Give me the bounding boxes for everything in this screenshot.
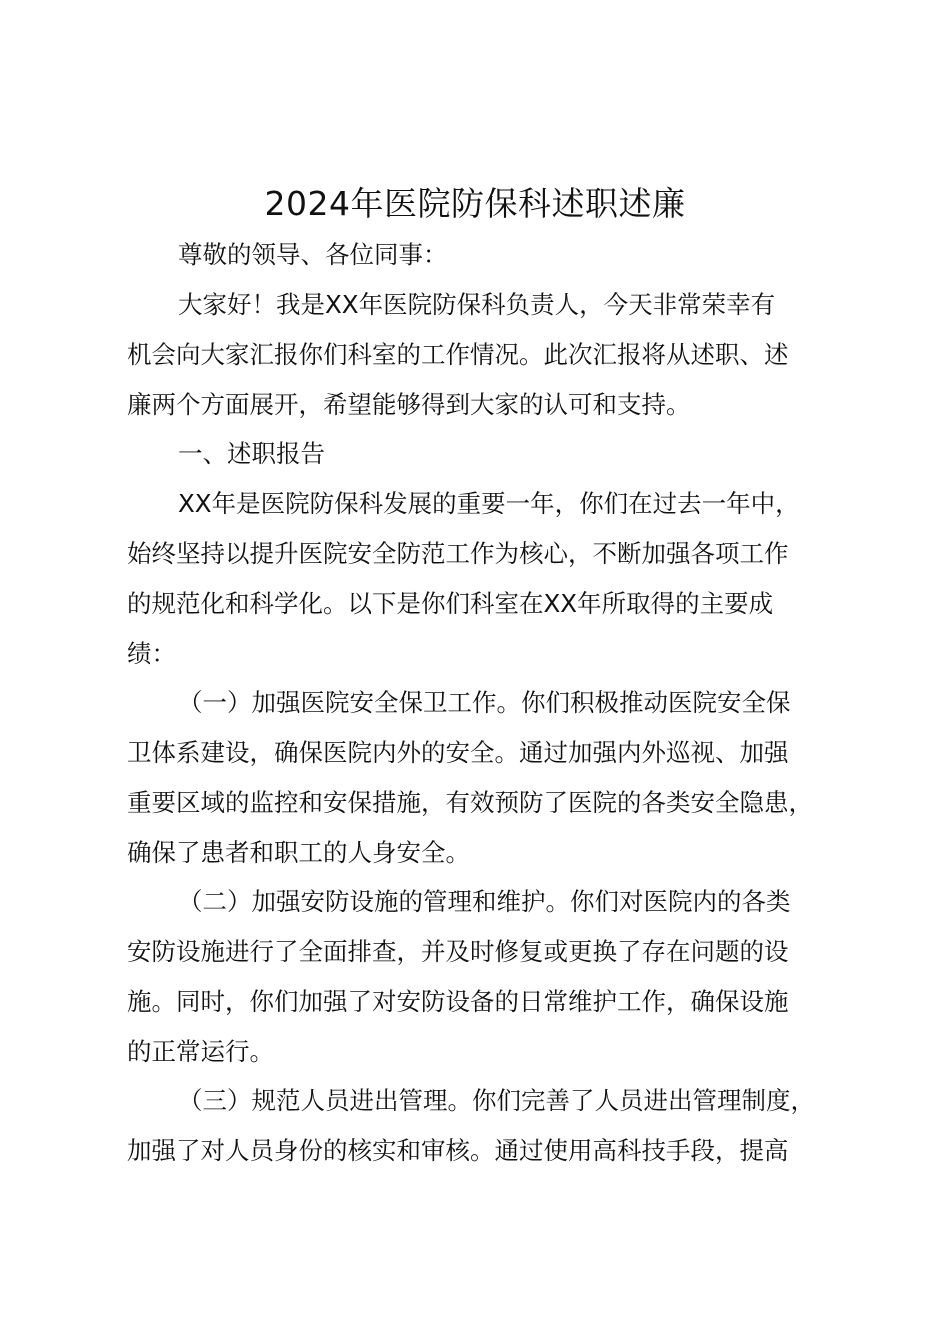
section-heading: 一、述职报告 [178, 439, 325, 468]
paragraph-line: 大家好！我是XX年医院防保科负责人，今天非常荣幸有 [178, 290, 776, 319]
paragraph-line: 廉两个方面展开，希望能够得到大家的认可和支持。 [127, 390, 691, 419]
paragraph-line: 绩： [127, 639, 176, 668]
paragraph-line: （二）加强安防设施的管理和维护。你们对医院内的各类 [178, 887, 791, 916]
paragraph-line: 加强了对人员身份的核实和审核。通过使用高科技手段，提高 [127, 1136, 789, 1165]
salutation: 尊敬的领导、各位同事： [178, 240, 448, 269]
paragraph-line: 施。同时，你们加强了对安防设备的日常维护工作，确保设施 [127, 987, 789, 1016]
paragraph-line: 安防设施进行了全面排查，并及时修复或更换了存在问题的设 [127, 937, 789, 966]
paragraph-line: （三）规范人员进出管理。你们完善了人员进出管理制度， [178, 1086, 815, 1115]
paragraph-line: 确保了患者和职工的人身安全。 [127, 838, 470, 867]
paragraph-line: 机会向大家汇报你们科室的工作情况。此次汇报将从述职、述 [127, 340, 789, 369]
paragraph-line: 的正常运行。 [127, 1037, 274, 1066]
paragraph-line: （一）加强医院安全保卫工作。你们积极推动医院安全保 [178, 688, 791, 717]
paragraph-line: 的规范化和科学化。以下是你们科室在XX年所取得的主要成 [127, 589, 774, 618]
paragraph-line: 卫体系建设，确保医院内外的安全。通过加强内外巡视、加强 [127, 738, 789, 767]
paragraph-line: XX年是医院防保科发展的重要一年，你们在过去一年中， [178, 489, 800, 518]
paragraph-line: 重要区域的监控和安保措施，有效预防了医院的各类安全隐患， [127, 788, 813, 817]
paragraph-line: 始终坚持以提升医院安全防范工作为核心，不断加强各项工作 [127, 539, 789, 568]
document-title: 2024年医院防保科述职述廉 [264, 184, 686, 223]
